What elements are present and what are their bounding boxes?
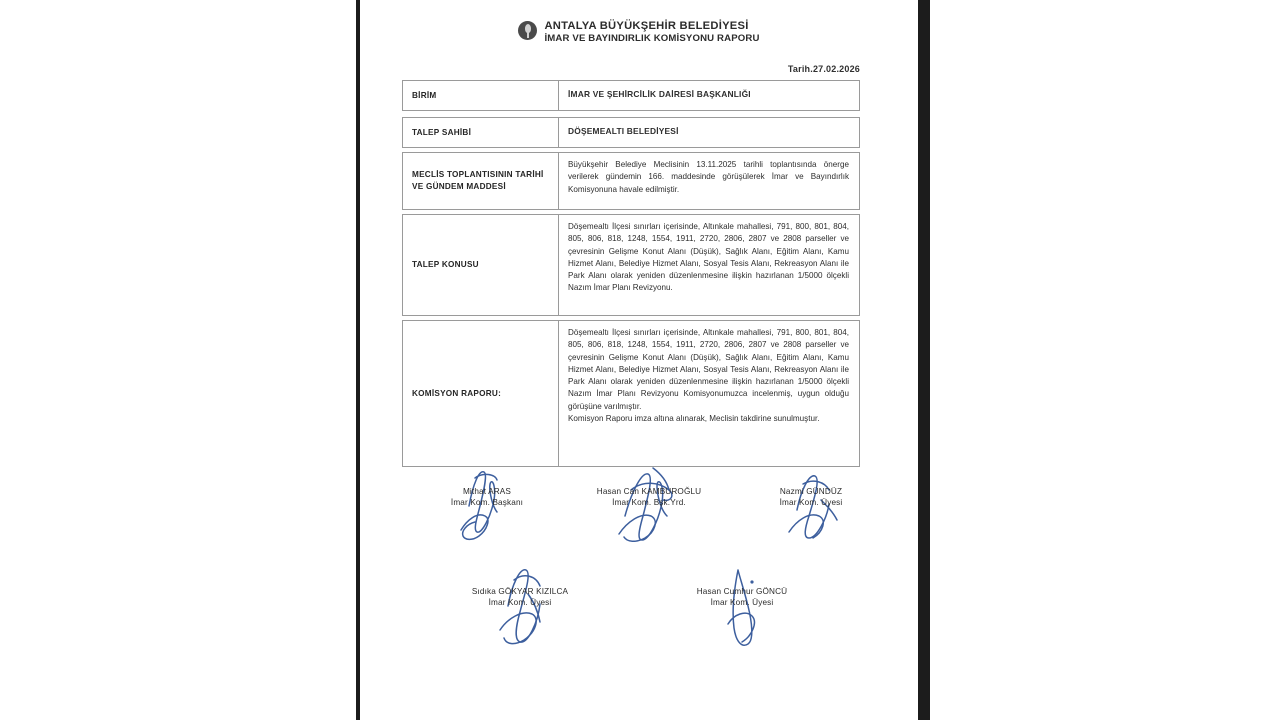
table-row-meclis-toplantisi	[402, 152, 860, 210]
row-label: BİRİM	[403, 81, 559, 110]
signature-role: İmar Kom. Üyesi	[488, 598, 552, 608]
table-row-komisyon-raporu	[402, 320, 860, 467]
row-label: TALEP KONUSU	[403, 215, 559, 315]
document-subtitle: İMAR VE BAYINDIRLIK KOMİSYONU RAPORU	[544, 32, 760, 44]
row-value: İMAR VE ŞEHİRCİLİK DAİRESİ BAŞKANLIĞI	[568, 89, 751, 99]
signature-row-2	[402, 586, 860, 609]
signature-block	[574, 486, 724, 509]
row-label: MECLİS TOPLANTISININ TARİHİ VE GÜNDEM MADDESİ	[403, 153, 559, 209]
table-row-talep-konusu	[402, 214, 860, 316]
signature-block	[445, 586, 595, 609]
row-value: Döşemealtı İlçesi sınırları içerisinde, Altınkale mahallesi, 791, 800, 801, 804, 805, 806, 818, 1248, 1554, 1911, 2720, 2806, 2807 ve 2808 parseller ve çevresinin Gelişme Konut Alanı (Düşük), Sağlık Alanı, Eğitim Alanı, Kamu Hizmet Alanı, Belediye Hizmet Alanı, Sosyal Tesis Alanı, Rekreasyon Alanı ile Park Alanı olarak yeniden düzenlenmesine ilişkin hazırlanan 1/5000 ölçekli Nazım İmar Planı Revizyonu.	[568, 222, 849, 293]
signature-role: İmar Kom. Üyesi	[779, 498, 843, 508]
row-value-paragraph-2: Komisyon Raporu imza altına alınarak, Meclisin takdirine sunulmuştur.	[568, 414, 820, 424]
signature-name: Hasan Can KAMBUROĞLU	[596, 487, 702, 496]
row-value: Büyükşehir Belediye Meclisinin 13.11.2025 tarihli toplantısında önerge verilerek gündemin 166. maddesinde görüşülerek İmar ve Bayındırlık Komisyonuna havale edilmiştir.	[568, 160, 849, 194]
signature-name: Nazmi GÜNDÜZ	[779, 487, 843, 496]
signature-name: Mithat ARAS	[462, 487, 512, 496]
signature-role: İmar Kom. Üyesi	[710, 598, 774, 608]
signature-name: Sıdıka GÖKYAR KIZILCA	[471, 587, 569, 596]
signature-role: İmar Kom. Bşk.Yrd.	[612, 498, 686, 508]
row-label: KOMİSYON RAPORU:	[403, 321, 559, 466]
row-value: DÖŞEMEALTI BELEDİYESİ	[568, 126, 679, 136]
document-page	[360, 0, 918, 720]
table-row-birim	[402, 80, 860, 111]
table-row-talep-sahibi	[402, 117, 860, 148]
signature-block	[736, 486, 886, 509]
row-label: TALEP SAHİBİ	[403, 118, 559, 147]
signature-role: İmar Kom. Başkanı	[450, 498, 524, 508]
municipality-crest-icon	[518, 21, 537, 40]
organization-name: ANTALYA BÜYÜKŞEHİR BELEDİYESİ	[544, 20, 749, 32]
row-value-paragraph-1: Döşemealtı İlçesi sınırları içerisinde, Altınkale mahallesi, 791, 800, 801, 804, 805, 806, 818, 1248, 1554, 1911, 2720, 2806, 2807 ve 2808 parseller ve çevresinin Gelişme Konut Alanı (Düşük), Sağlık Alanı, Eğitim Alanı, Kamu Hizmet Alanı, Belediye Hizmet Alanı, Sosyal Tesis Alanı, Rekreasyon Alanı ile Park Alanı olarak yeniden düzenlenmesine ilişkin hazırlanan 1/5000 ölçekli Nazım İmar Planı Revizyonu Komisyonumuzca incelenmiş, uygun olduğu görüşüne varılmıştır.	[568, 328, 849, 411]
signature-name: Hasan Cumhur GÖNCÜ	[696, 587, 788, 596]
signature-row-1	[402, 486, 860, 509]
document-date: Tarih.27.02.2026	[787, 64, 860, 74]
signature-block	[412, 486, 562, 509]
letterhead	[360, 20, 918, 44]
page-frame-right-bar	[918, 0, 930, 720]
signature-block	[667, 586, 817, 609]
row-value	[559, 321, 859, 466]
